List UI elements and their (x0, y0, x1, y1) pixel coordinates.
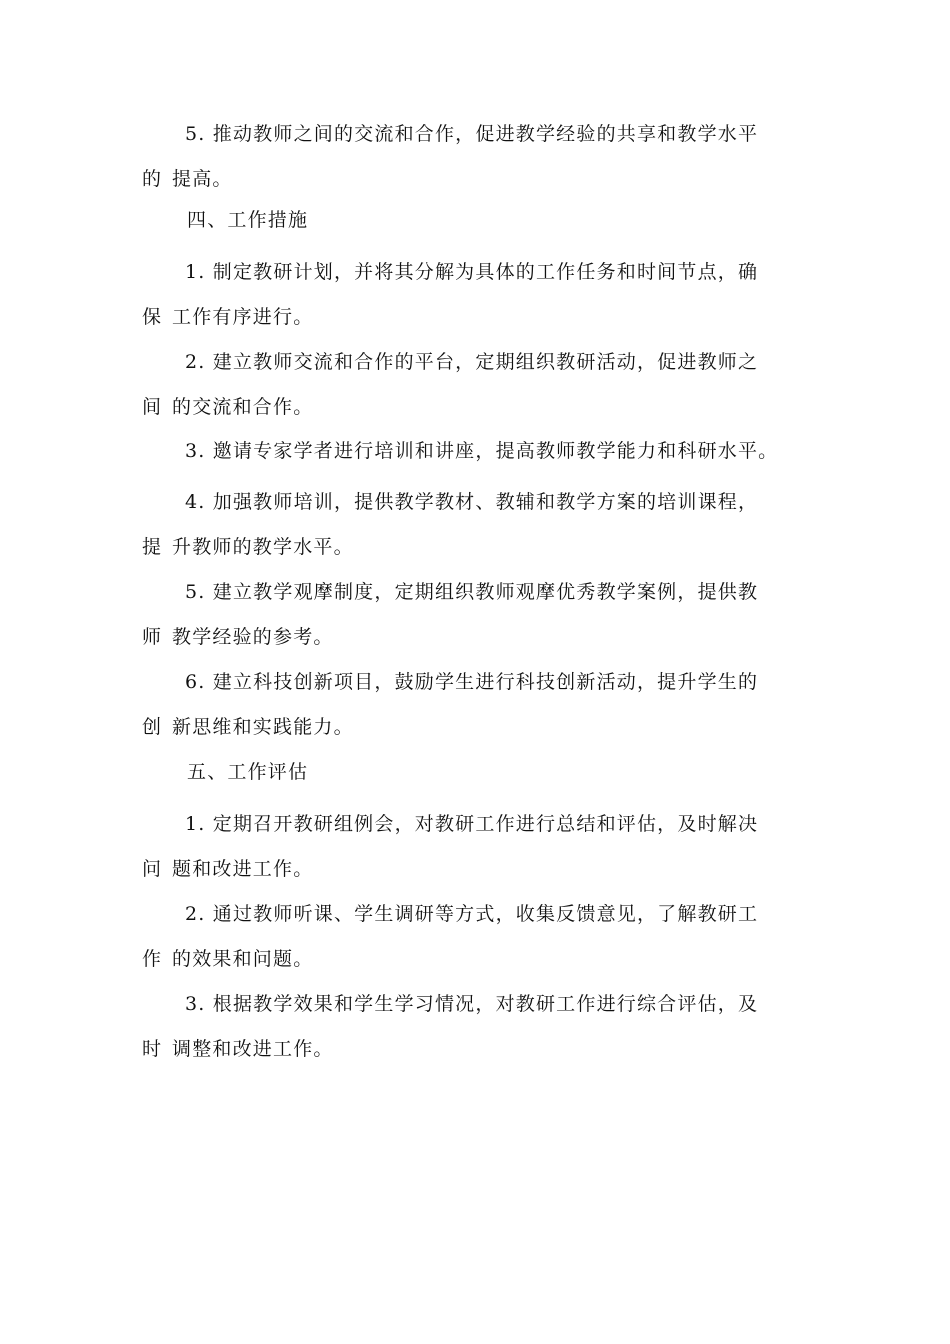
paragraph-line: 2. 通过教师听课、学生调研等方式，收集反馈意见，了解教研工 (185, 903, 759, 925)
paragraph-line: 5. 推动教师之间的交流和合作，促进教学经验的共享和教学水平 (185, 123, 759, 145)
paragraph-continuation (142, 847, 802, 892)
continuation-text: 升教师的教学水平。 (172, 536, 354, 558)
paragraph-continuation (142, 615, 802, 660)
wrapped-char: 提 (142, 536, 163, 558)
wrapped-char: 问 (142, 858, 163, 880)
wrapped-char: 创 (142, 716, 163, 738)
wrapped-char: 的 (142, 168, 163, 190)
wrapped-char: 作 (142, 948, 163, 970)
section-heading-5 (142, 750, 802, 795)
section-heading: 五、工作评估 (187, 761, 309, 783)
section-heading-4 (142, 198, 802, 243)
continuation-text: 工作有序进行。 (172, 306, 314, 328)
section-heading: 四、工作措施 (187, 209, 309, 231)
paragraph-9 (142, 892, 802, 982)
paragraph-line: 6. 建立科技创新项目，鼓励学生进行科技创新活动，提升学生的 (185, 671, 759, 693)
paragraph-5 (142, 480, 802, 570)
paragraph-3 (142, 340, 802, 430)
continuation-text: 教学经验的参考。 (172, 626, 334, 648)
paragraph-2 (142, 250, 802, 340)
paragraph-line: 1. 定期召开教研组例会，对教研工作进行总结和评估，及时解决 (185, 813, 759, 835)
continuation-text: 新思维和实践能力。 (172, 716, 354, 738)
paragraph-7 (142, 660, 802, 750)
paragraph-line: 4. 加强教师培训，提供教学教材、教辅和教学方案的培训课程， (185, 491, 759, 513)
continuation-text: 提高。 (172, 168, 233, 190)
paragraph-10 (142, 982, 802, 1072)
paragraph-continuation (142, 525, 802, 570)
paragraph-continuation (142, 937, 802, 982)
paragraph-4 (142, 429, 802, 474)
paragraph-8 (142, 802, 802, 892)
paragraph-continuation (142, 295, 802, 340)
wrapped-char: 师 (142, 626, 163, 648)
wrapped-char: 间 (142, 396, 163, 418)
paragraph-continuation (142, 705, 802, 750)
continuation-text: 的交流和合作。 (172, 396, 314, 418)
paragraph-line: 3. 根据教学效果和学生学习情况，对教研工作进行综合评估，及 (185, 993, 759, 1015)
wrapped-char: 保 (142, 306, 163, 328)
paragraph-line: 2. 建立教师交流和合作的平台，定期组织教研活动，促进教师之 (185, 351, 759, 373)
continuation-text: 调整和改进工作。 (172, 1038, 334, 1060)
paragraph-line: 1. 制定教研计划，并将其分解为具体的工作任务和时间节点，确 (185, 261, 759, 283)
paragraph-6 (142, 570, 802, 660)
wrapped-char: 时 (142, 1038, 163, 1060)
continuation-text: 的效果和问题。 (172, 948, 314, 970)
paragraph-continuation (142, 1027, 802, 1072)
paragraph-continuation (142, 157, 802, 202)
continuation-text: 题和改进工作。 (172, 858, 314, 880)
paragraph-continuation (142, 385, 802, 430)
paragraph-line: 3. 邀请专家学者进行培训和讲座，提高教师教学能力和科研水平。 (185, 440, 779, 462)
paragraph-line: 5. 建立教学观摩制度，定期组织教师观摩优秀教学案例，提供教 (185, 581, 759, 603)
paragraph-1 (142, 112, 802, 202)
